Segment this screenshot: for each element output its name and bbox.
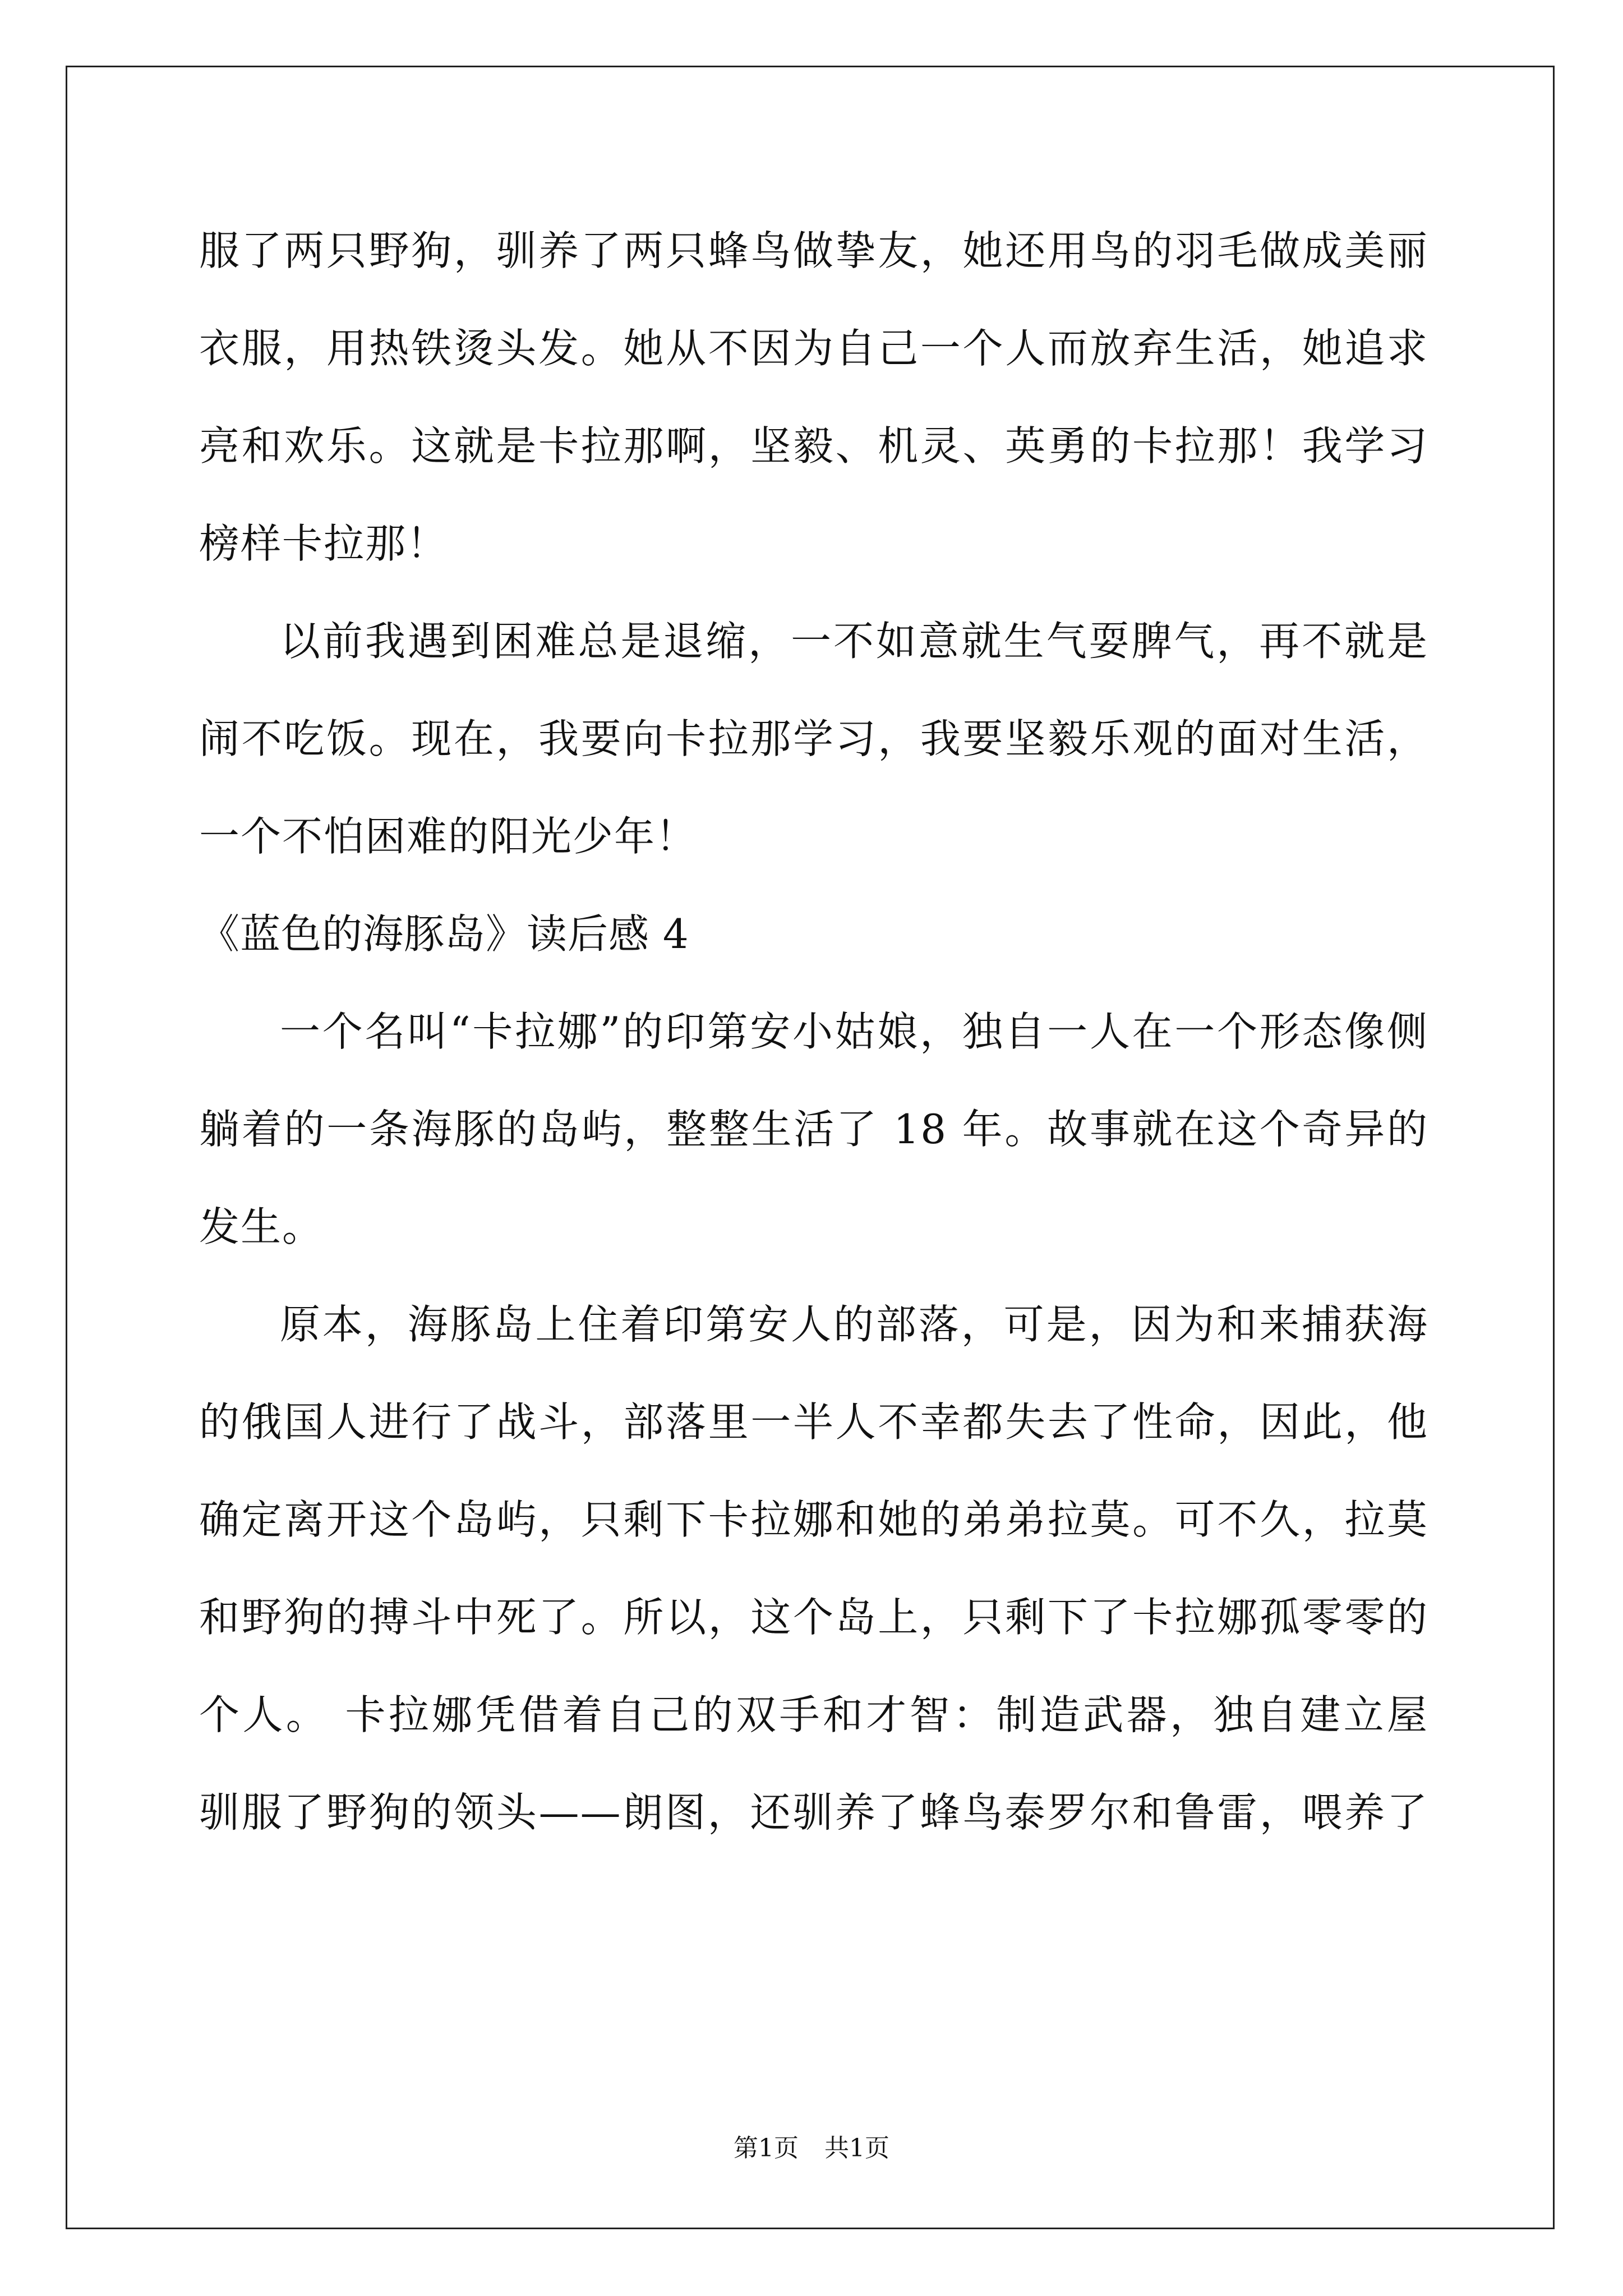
text-line: 躺着的一条海豚的岛屿，整整生活了 18 年。故事就在这个奇异的 xyxy=(199,1106,1428,1153)
text-line: 衣服，用热铁烫头发。她从不因为自己一个人而放弃生活，她追求 xyxy=(199,325,1428,372)
text-line: 驯服了野狗的领头——朗图，还驯养了蜂鸟泰罗尔和鲁雷，喂养了 xyxy=(199,1789,1428,1836)
text-line: 个人。 卡拉娜凭借着自己的双手和才智：制造武器，独自建立屋 xyxy=(199,1691,1428,1738)
text-line: 的俄国人进行了战斗，部落里一半人不幸都失去了性命，因此，他 xyxy=(199,1398,1428,1446)
page-number: 第1页 xyxy=(734,2134,799,2162)
text-line: 服了两只野狗，驯养了两只蜂鸟做挚友，她还用鸟的羽毛做成美丽 xyxy=(199,227,1428,274)
section-heading: 《蓝色的海豚岛》读后感 4 xyxy=(199,910,689,958)
document-body xyxy=(199,202,1428,1861)
text-line: 闹不吃饭。现在，我要向卡拉那学习，我要坚毅乐观的面对生活， xyxy=(199,715,1428,762)
text-line: 一个名叫“卡拉娜”的印第安小姑娘，独自一人在一个形态像侧 xyxy=(280,1008,1428,1055)
text-line: 确定离开这个岛屿，只剩下卡拉娜和她的弟弟拉莫。可不久，拉莫 xyxy=(199,1496,1428,1543)
text-line: 和野狗的搏斗中死了。所以，这个岛上，只剩下了卡拉娜孤零零的 xyxy=(199,1594,1428,1641)
page-footer xyxy=(0,2132,1623,2165)
text-line: 以前我遇到困难总是退缩，一不如意就生气耍脾气，再不就是 xyxy=(280,618,1428,665)
text-line: 发生。 xyxy=(199,1203,324,1250)
page-total: 共1页 xyxy=(824,2134,889,2162)
text-line: 榜样卡拉那！ xyxy=(199,520,449,567)
text-line: 一个不怕困难的阳光少年！ xyxy=(199,813,698,860)
text-line: 亮和欢乐。这就是卡拉那啊，坚毅、机灵、英勇的卡拉那！我学习 xyxy=(199,422,1428,470)
text-line: 原本，海豚岛上住着印第安人的部落，可是，因为和来捕获海 xyxy=(280,1301,1428,1348)
